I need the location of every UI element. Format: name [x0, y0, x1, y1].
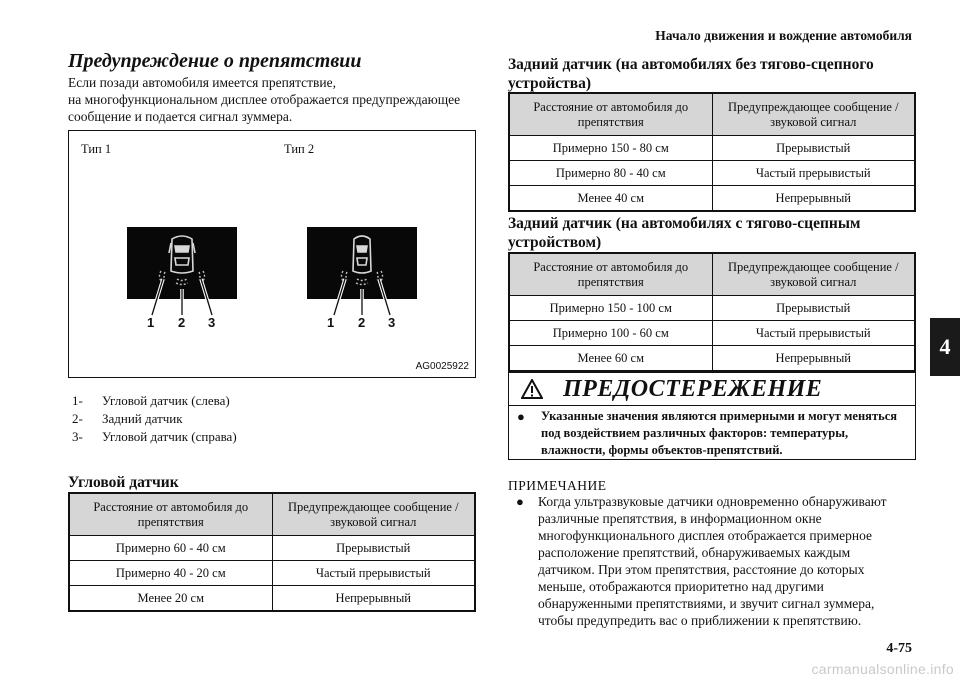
table-cell: Примерно 150 - 80 см	[509, 136, 712, 161]
table-cell: Частый прерывистый	[712, 161, 915, 186]
header-cell: Расстояние от автомобиля до препятствия	[69, 493, 272, 536]
note-title: ПРИМЕЧАНИЕ	[508, 478, 607, 493]
table-cell: Частый прерывистый	[272, 561, 475, 586]
note-line: многофункционального дисплея отображается примерное	[538, 528, 872, 543]
section-title: Предупреждение о препятствии	[68, 50, 362, 72]
callout-3: 3	[388, 315, 396, 330]
table-cell: Менее 20 см	[69, 586, 272, 612]
caution-line: Указанные значения являются примерными и могут меняться	[541, 409, 898, 423]
note-line: обнаруженными препятствиями, и звучит сигнал зуммера,	[538, 596, 875, 611]
caution-box	[508, 372, 916, 460]
intro-line: на многофункциональном дисплее отображается предупреждающее	[68, 92, 461, 107]
header-cell: Расстояние от автомобиля до препятствия	[509, 93, 712, 136]
intro-paragraph	[68, 74, 488, 125]
legend-item: 1- Угловой датчик (слева)	[72, 393, 230, 408]
callout-1: 1	[327, 315, 335, 330]
table-cell: Непрерывный	[272, 586, 475, 612]
note-line: расположение препятствий, обнаруживаемых каждым	[538, 545, 851, 560]
header-cell: Предупреждающее сообщение / звуковой сигнал	[712, 253, 915, 296]
callout-lines-type2	[307, 271, 417, 321]
note-text	[516, 493, 926, 629]
table-row	[69, 561, 475, 586]
caution-header	[509, 373, 915, 406]
intro-line: сообщение и подается сигнал зуммера.	[68, 109, 293, 124]
intro-line: Если позади автомобиля имеется препятствие,	[68, 75, 337, 90]
table-cell: Частый прерывистый	[712, 321, 915, 346]
note-line: различные препятствия, в информационном окне	[538, 511, 822, 526]
rear-no-hitch-table	[508, 92, 916, 212]
table-cell: Примерно 40 - 20 см	[69, 561, 272, 586]
title-line: Задний датчик (на автомобилях с тягово-сцепным	[508, 215, 861, 232]
table-cell: Менее 40 см	[509, 186, 712, 212]
callout-3: 3	[208, 315, 216, 330]
type2-label: Тип 2	[284, 142, 315, 156]
table-cell: Менее 60 см	[509, 346, 712, 372]
caution-title: ПРЕДОСТЕРЕЖЕНИЕ	[563, 375, 823, 402]
title-line: устройства)	[508, 75, 592, 92]
table-cell: Примерно 60 - 40 см	[69, 536, 272, 561]
callout-lines-type1	[127, 271, 237, 321]
title-line: Задний датчик (на автомобилях без тягово-сцепного	[508, 56, 874, 73]
table-row	[509, 321, 915, 346]
legend-item: 2- Задний датчик	[72, 411, 183, 426]
table-row	[509, 136, 915, 161]
table-header-row	[509, 253, 915, 296]
note-line: датчиком. При этом препятствия, расстояние до которых	[538, 562, 865, 577]
callout-1: 1	[147, 315, 155, 330]
table-row	[509, 296, 915, 321]
warning-triangle-icon	[521, 379, 543, 399]
corner-sensor-title: Угловой датчик	[68, 474, 179, 491]
rear-with-hitch-table	[508, 252, 916, 372]
caution-text	[509, 406, 915, 459]
note-line: меньше, отображаются приоритетно над другими	[538, 579, 824, 594]
corner-sensor-table	[68, 492, 476, 612]
table-cell: Прерывистый	[712, 296, 915, 321]
table-cell: Прерывистый	[272, 536, 475, 561]
running-header: Начало движения и вождение автомобиля	[655, 28, 912, 43]
type1-label: Тип 1	[81, 142, 112, 156]
bullet-icon: ●	[516, 494, 524, 509]
callout-2: 2	[178, 315, 186, 330]
table-cell: Прерывистый	[712, 136, 915, 161]
header-cell: Расстояние от автомобиля до препятствия	[509, 253, 712, 296]
title-line: устройством)	[508, 234, 602, 251]
note-line: Когда ультразвуковые датчики одновременно обнаруживают	[538, 494, 887, 509]
table-cell: Непрерывный	[712, 346, 915, 372]
legend-item: 3- Угловой датчик (справа)	[72, 429, 237, 444]
header-cell: Предупреждающее сообщение / звуковой сигнал	[712, 93, 915, 136]
table-cell: Примерно 100 - 60 см	[509, 321, 712, 346]
table-row	[69, 586, 475, 612]
table-row	[69, 536, 475, 561]
bullet-icon: ●	[517, 409, 525, 424]
table-row	[509, 161, 915, 186]
watermark: carmanualsonline.info	[811, 661, 954, 677]
figure-code: AG0025922	[415, 361, 469, 372]
table-cell: Примерно 80 - 40 см	[509, 161, 712, 186]
table-row	[509, 346, 915, 372]
header-cell: Предупреждающее сообщение / звуковой сигнал	[272, 493, 475, 536]
table-header-row	[509, 93, 915, 136]
caution-line: под воздействием различных факторов: температуры,	[541, 426, 849, 440]
table-cell: Примерно 150 - 100 см	[509, 296, 712, 321]
table-header-row	[69, 493, 475, 536]
note-line: чтобы предупредить вас о приближении к препятствию.	[538, 613, 862, 628]
rear-no-hitch-title	[508, 55, 874, 93]
figure-legend	[72, 392, 237, 446]
callout-2: 2	[358, 315, 366, 330]
page-number: 4-75	[886, 641, 912, 656]
table-row	[509, 186, 915, 212]
sensor-figure	[68, 130, 476, 378]
rear-with-hitch-title	[508, 214, 860, 252]
table-cell: Непрерывный	[712, 186, 915, 212]
caution-line: влажности, формы объектов-препятствий.	[541, 443, 783, 457]
chapter-tab: 4	[930, 318, 960, 376]
